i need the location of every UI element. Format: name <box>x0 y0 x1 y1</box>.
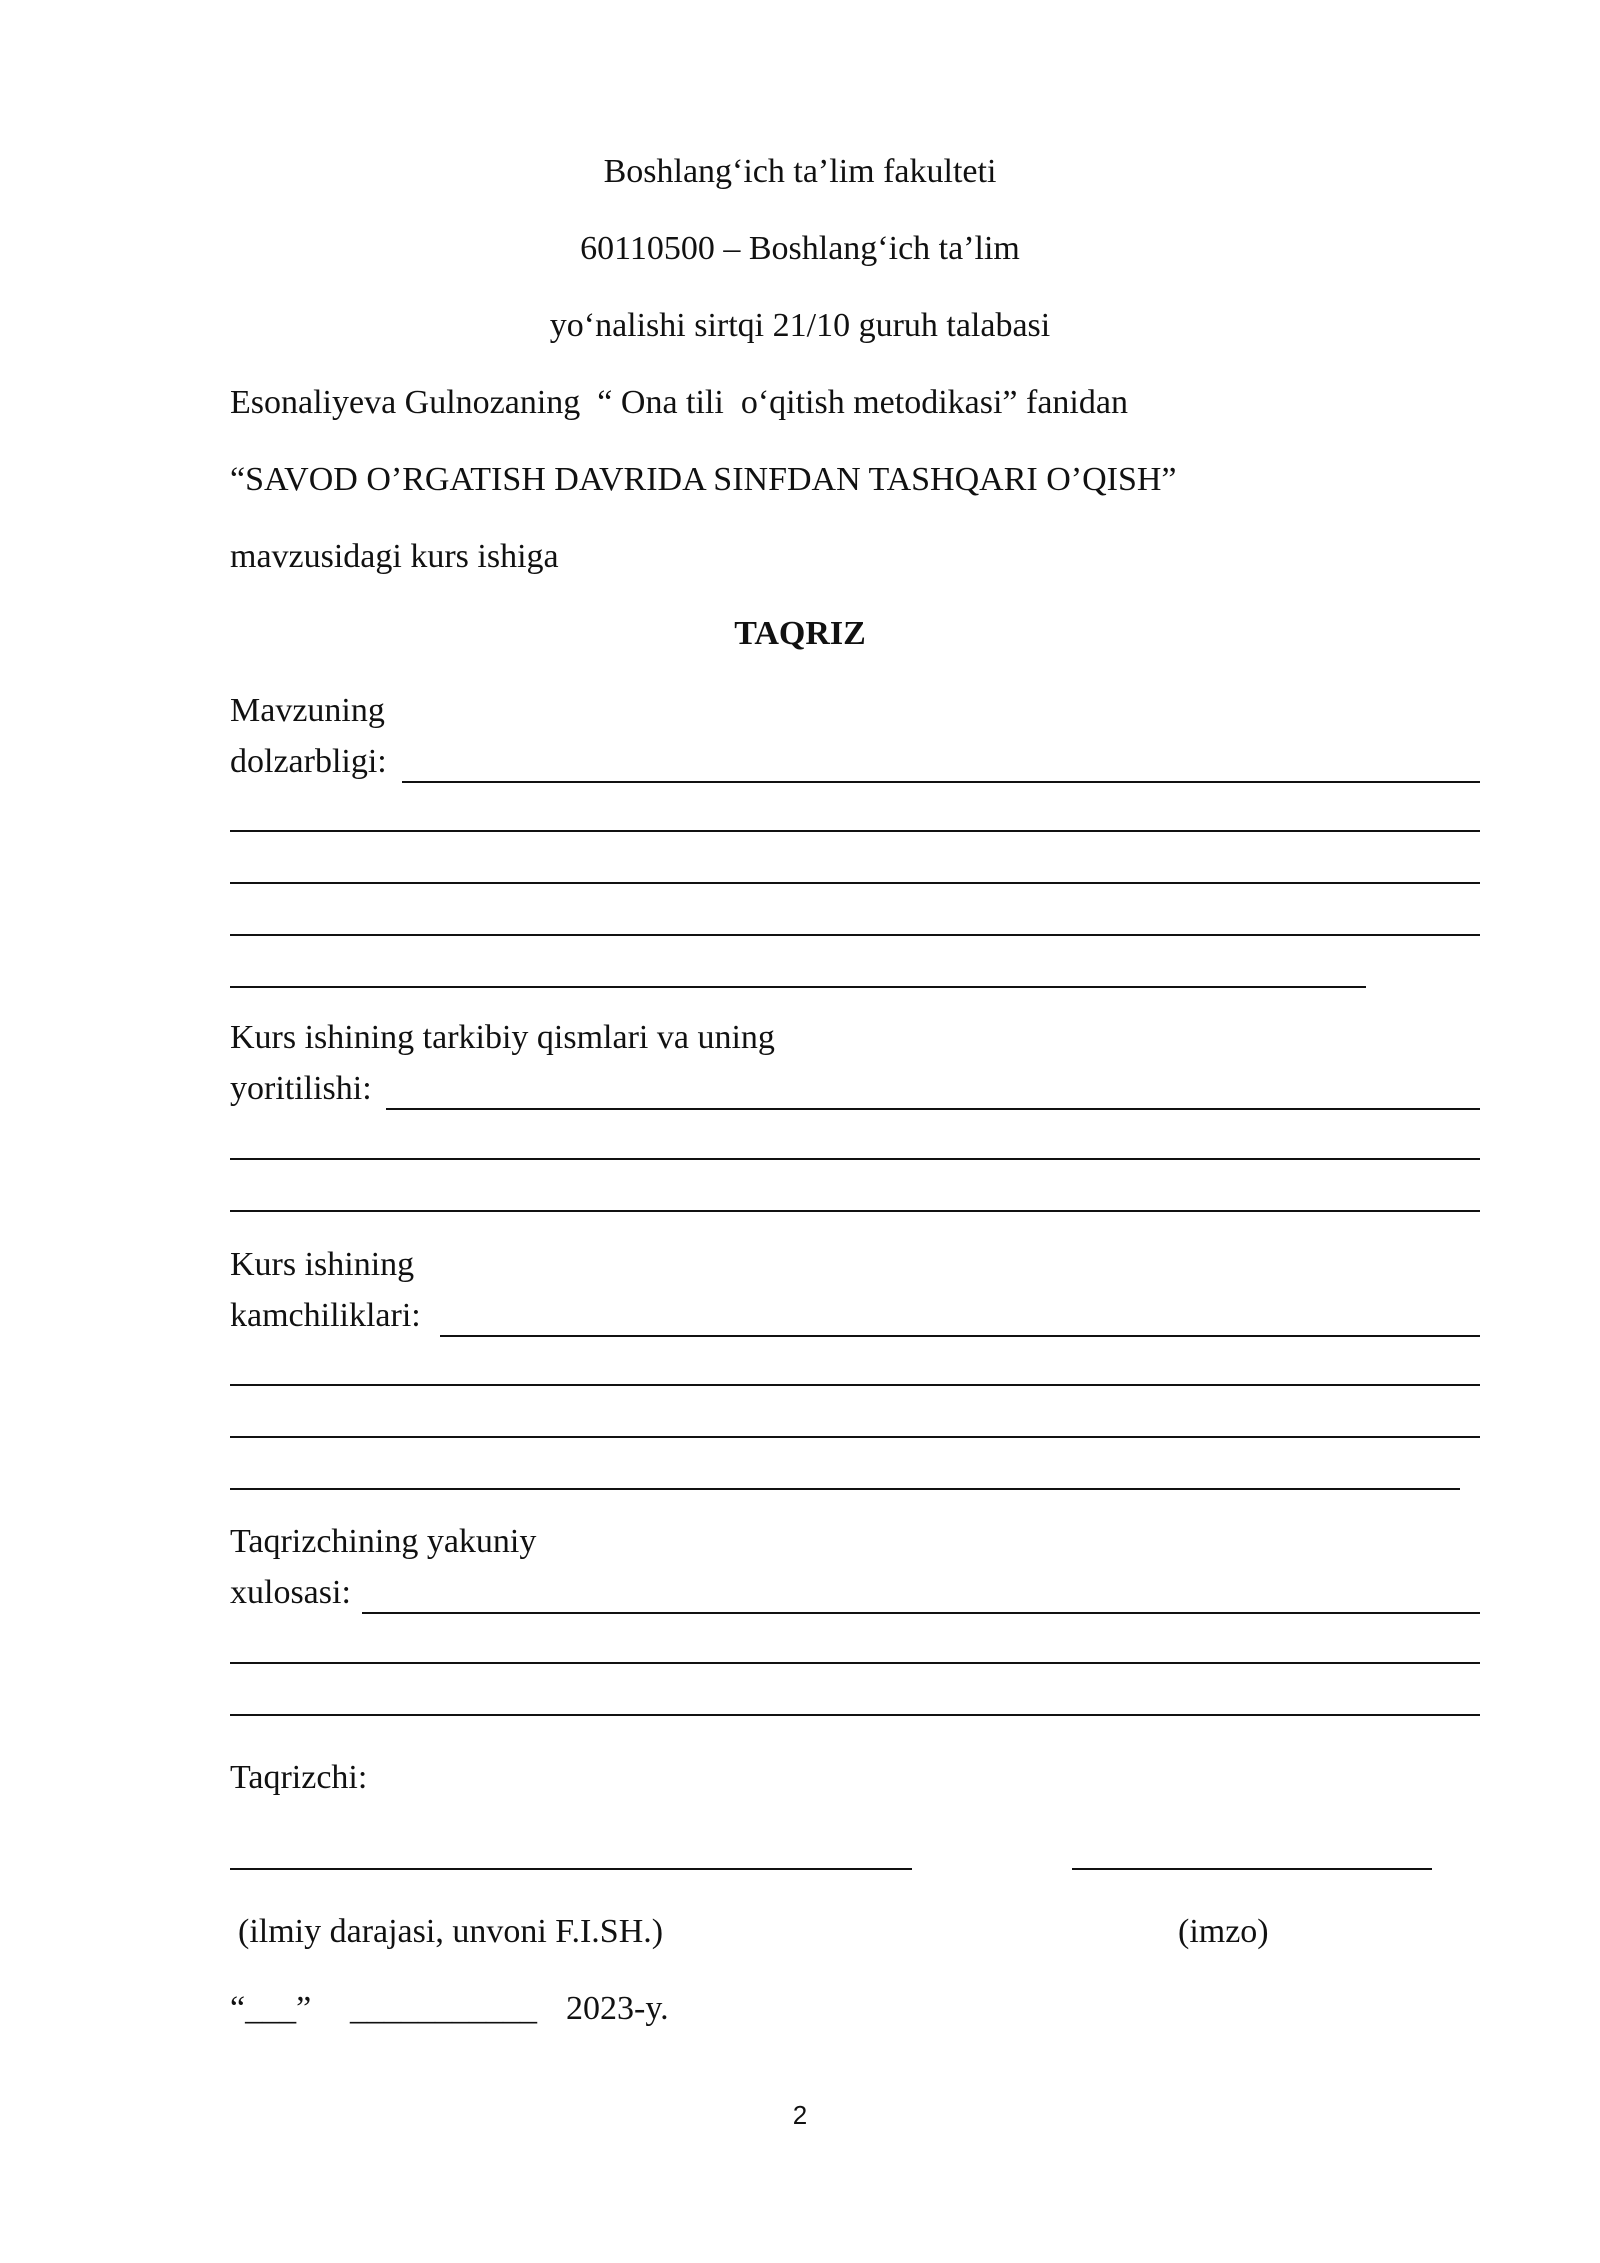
conclusion-fill-line[interactable] <box>362 1612 1480 1614</box>
date-year: 2023-y. <box>566 1990 669 2027</box>
student-line: Esonaliyeva Gulnozaning “ Ona tili o‘qitish metodikasi” fanidan <box>230 384 1128 421</box>
document-title: TAQRIZ <box>734 615 866 652</box>
reviewer-signature-line[interactable] <box>1072 1868 1432 1870</box>
relevance-fill-line[interactable] <box>230 986 1366 988</box>
shortcomings-heading: Kurs ishining <box>230 1246 415 1283</box>
shortcomings-label: kamchiliklari: <box>230 1297 421 1334</box>
shortcomings-fill-line[interactable] <box>230 1436 1480 1438</box>
topic-suffix-line: mavzusidagi kurs ishiga <box>230 538 559 575</box>
relevance-fill-line[interactable] <box>230 934 1480 936</box>
group-line: yo‘nalishi sirtqi 21/10 guruh talabasi <box>549 307 1051 344</box>
date-day[interactable]: “___” <box>230 1990 312 2027</box>
conclusion-fill-line[interactable] <box>230 1714 1480 1716</box>
reviewer-signature-caption: (imzo) <box>1178 1913 1269 1950</box>
reviewer-name-caption: (ilmiy darajasi, unvoni F.I.SH.) <box>238 1913 664 1950</box>
direction-line: 60110500 – Boshlang‘ich ta’lim <box>580 230 1020 267</box>
relevance-fill-line[interactable] <box>230 882 1480 884</box>
relevance-fill-line[interactable] <box>230 830 1480 832</box>
date-month[interactable]: ___________ <box>350 1990 537 2027</box>
shortcomings-fill-line[interactable] <box>230 1384 1480 1386</box>
conclusion-fill-line[interactable] <box>230 1662 1480 1664</box>
faculty-line: Boshlang‘ich ta’lim fakulteti <box>603 153 997 190</box>
reviewer-label: Taqrizchi: <box>230 1759 368 1796</box>
relevance-label: dolzarbligi: <box>230 743 387 780</box>
shortcomings-fill-line[interactable] <box>230 1488 1460 1490</box>
reviewer-name-line[interactable] <box>230 1868 912 1870</box>
page-number: 2 <box>792 2100 808 2130</box>
topic-line: “SAVOD O’RGATISH DAVRIDA SINFDAN TASHQARI O’QISH” <box>230 461 1177 498</box>
structure-fill-line[interactable] <box>230 1210 1480 1212</box>
relevance-heading: Mavzuning <box>230 692 385 729</box>
conclusion-label: xulosasi: <box>230 1574 351 1611</box>
structure-heading: Kurs ishining tarkibiy qismlari va uning <box>230 1019 775 1056</box>
structure-label: yoritilishi: <box>230 1070 372 1107</box>
structure-fill-line[interactable] <box>386 1108 1480 1110</box>
shortcomings-fill-line[interactable] <box>440 1335 1480 1337</box>
conclusion-heading: Taqrizchining yakuniy <box>230 1523 537 1560</box>
relevance-fill-line[interactable] <box>402 781 1480 783</box>
structure-fill-line[interactable] <box>230 1158 1480 1160</box>
